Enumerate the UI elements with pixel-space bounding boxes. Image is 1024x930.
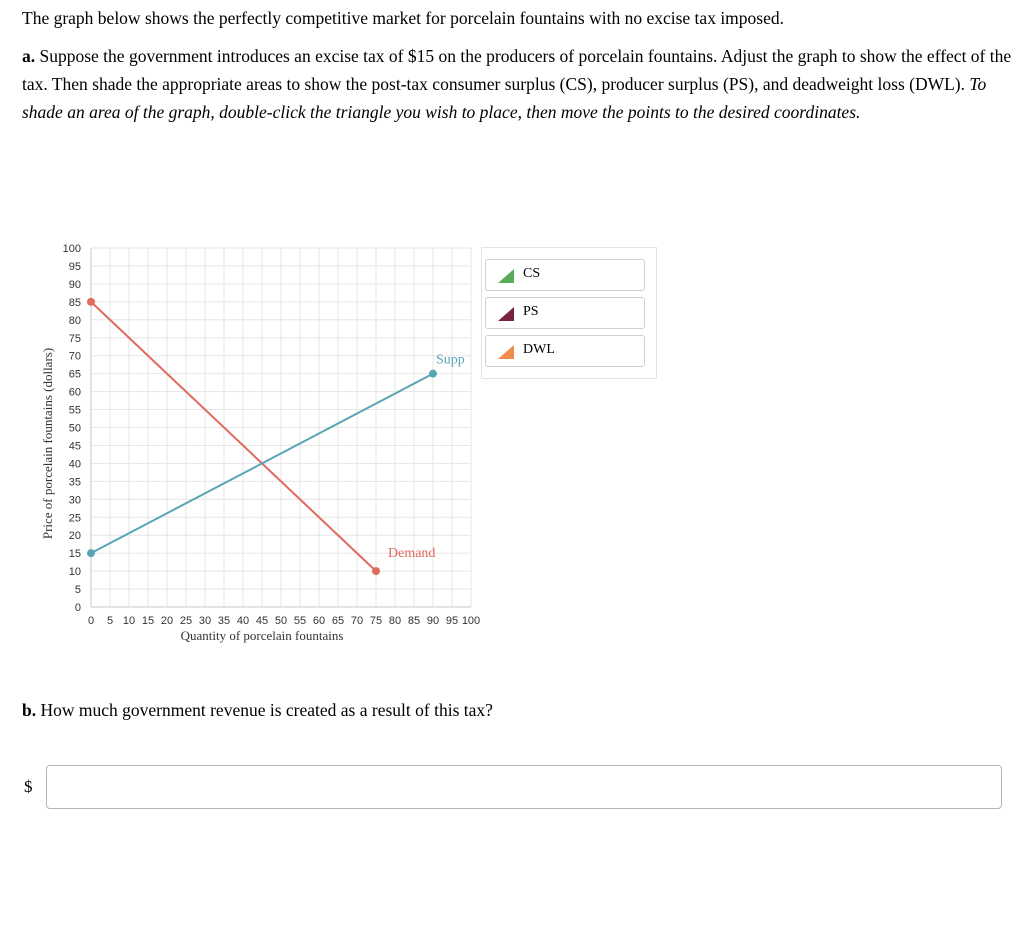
x-tick-label-11: 55 [293, 615, 307, 627]
y-tick-label-8: 40 [68, 458, 81, 471]
y-tick-label-14: 70 [68, 350, 81, 363]
x-tick-label-8: 40 [236, 615, 250, 627]
part-a-label: a. [22, 46, 36, 66]
dollar-sign: $ [24, 777, 33, 796]
y-tick-label-10: 50 [68, 422, 81, 435]
part-a-instruction: To shade an area of the graph, double-click the triangle you wish to place, then move the points to the desired coordinates. [22, 74, 987, 122]
x-tick-label-18: 90 [426, 615, 440, 627]
x-tick-label-1: 5 [106, 615, 114, 627]
x-tick-label-4: 20 [160, 615, 174, 627]
x-tick-label-0: 0 [87, 615, 95, 627]
x-tick-label-16: 80 [388, 615, 402, 627]
part-b-text: How much government revenue is created as a result of this tax? [36, 700, 493, 720]
y-tick-label-20: 100 [62, 243, 81, 255]
dwl-triangle-shape [498, 345, 514, 359]
y-tick-label-1: 5 [74, 584, 81, 597]
x-tick-label-19: 95 [445, 615, 459, 627]
ps-label: PS [523, 304, 539, 319]
y-tick-label-3: 15 [68, 548, 81, 561]
ps-triangle-shape [498, 307, 514, 321]
y-tick-label-4: 20 [68, 530, 81, 543]
y-tick-label-6: 30 [68, 494, 81, 507]
y-tick-label-11: 55 [68, 404, 81, 417]
x-tick-label-12: 60 [312, 615, 326, 627]
x-tick-label-14: 70 [350, 615, 364, 627]
revenue-answer-input[interactable] [46, 765, 1002, 809]
y-axis-title: Price of porcelain fountains (dollars) [40, 347, 55, 540]
dwl-triangle-icon [498, 345, 514, 359]
cs-triangle-tool[interactable] [485, 259, 645, 291]
x-tick-label-6: 30 [198, 615, 212, 627]
part-b-question [22, 700, 493, 721]
y-tick-label-19: 95 [68, 260, 81, 273]
y-tick-label-17: 85 [68, 296, 81, 309]
ps-triangle-icon [498, 307, 514, 321]
ps-triangle-tool[interactable] [485, 297, 645, 329]
x-tick-label-20: 100 [461, 615, 481, 627]
shading-palette [481, 247, 657, 379]
x-axis-title: Quantity of porcelain fountains [180, 628, 344, 643]
x-tick-label-10: 50 [274, 615, 288, 627]
demand-curve-label: Demand [388, 546, 436, 562]
y-tick-label-5: 25 [68, 512, 81, 525]
supply-curve-label: Supp [436, 352, 465, 368]
market-graph[interactable] [0, 230, 500, 650]
part-b-label: b. [22, 700, 37, 720]
x-tick-label-2: 10 [122, 615, 136, 627]
demand-point-1[interactable] [372, 567, 380, 575]
y-tick-label-16: 80 [68, 314, 81, 327]
y-tick-label-13: 65 [68, 368, 81, 381]
y-tick-label-9: 45 [68, 440, 81, 453]
dwl-label: DWL [523, 342, 555, 357]
dwl-triangle-tool[interactable] [485, 335, 645, 367]
supp-point-1[interactable] [429, 370, 437, 378]
x-tick-label-3: 15 [141, 615, 155, 627]
part-a-text: Suppose the government introduces an excise tax of $15 on the producers of porcelain fountains. Adjust the graph to show the effect of the tax. Then shade the appropriate areas to show the post-tax consumer surplus (CS), producer surplus (PS), and deadweight loss (DWL). [22, 46, 1012, 94]
cs-label: CS [523, 266, 541, 281]
x-tick-label-9: 45 [255, 615, 269, 627]
x-tick-label-15: 75 [369, 615, 383, 627]
y-tick-label-0: 0 [74, 602, 81, 614]
y-tick-label-7: 35 [68, 476, 81, 489]
supp-point-0[interactable] [87, 549, 95, 557]
x-tick-label-7: 35 [217, 615, 231, 627]
cs-triangle-icon [498, 269, 514, 283]
y-tick-label-2: 10 [68, 566, 81, 579]
y-tick-label-12: 60 [68, 386, 81, 399]
x-tick-label-13: 65 [331, 615, 345, 627]
demand-point-0[interactable] [87, 298, 95, 306]
x-tick-label-5: 25 [179, 615, 193, 627]
cs-triangle-shape [498, 269, 514, 283]
part-a-question [22, 42, 1012, 126]
y-tick-label-18: 90 [68, 278, 81, 291]
intro-text: The graph below shows the perfectly competitive market for porcelain fountains with no excise tax imposed. [22, 8, 784, 28]
x-tick-label-17: 85 [407, 615, 421, 627]
y-tick-label-15: 75 [68, 332, 81, 345]
